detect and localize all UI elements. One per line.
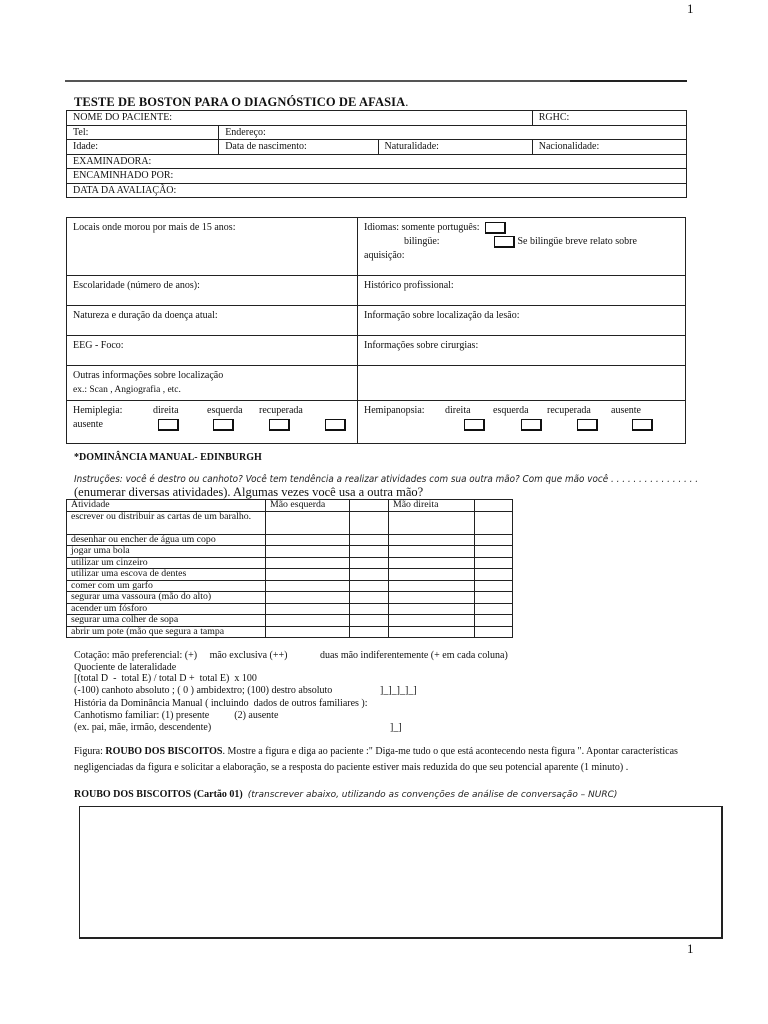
history-table (66, 217, 686, 444)
activity-label: segurar uma colher de sopa (67, 615, 266, 627)
left-score-cell[interactable] (350, 592, 389, 604)
right-hand-cell[interactable] (389, 615, 475, 627)
activity-label: utilizar uma escova de dentes (67, 569, 266, 581)
activity-label: comer com um garfo (67, 580, 266, 592)
right-score-cell[interactable] (475, 615, 513, 627)
right-score-cell[interactable] (475, 511, 513, 534)
acquisition-label: aquisição: (364, 250, 405, 261)
hemiplegia-option-direita: direita (153, 405, 179, 416)
left-score-cell[interactable] (350, 557, 389, 569)
rghc-field[interactable]: RGHC: (532, 111, 686, 126)
page-number-top: 1 (687, 1, 694, 16)
table-row (67, 615, 513, 627)
portuguese-only-checkbox[interactable] (485, 222, 506, 234)
hemiplegia-field (67, 401, 358, 444)
professional-history-field[interactable]: Histórico profissional: (358, 276, 686, 306)
table-row (67, 569, 513, 581)
laterality-quotient-label: Quociente de lateralidade (74, 661, 177, 673)
figure-name: ROUBO DOS BISCOITOS (105, 746, 223, 757)
hemianopsia-label: Hemipanopsia: (364, 405, 425, 416)
table-row (67, 626, 513, 638)
hemiplegia-label: Hemiplegia: (73, 405, 123, 416)
left-score-cell[interactable] (350, 603, 389, 615)
figure-prefix: Figura: (74, 746, 106, 757)
right-hand-cell[interactable] (389, 546, 475, 558)
figure-instructions (74, 744, 694, 776)
table-row (67, 580, 513, 592)
languages-field[interactable] (358, 218, 686, 276)
residence-field[interactable]: Locais onde morou por mais de 15 anos: (67, 218, 358, 276)
dominance-table (66, 499, 513, 638)
right-score-cell[interactable] (475, 626, 513, 638)
table-row (67, 511, 513, 534)
bilingual-note: Se bilingüe breve relato sobre (517, 236, 637, 247)
left-score-cell[interactable] (350, 615, 389, 627)
eeg-field[interactable]: EEG - Foco: (67, 336, 358, 366)
left-hand-cell[interactable] (266, 511, 350, 534)
examiner-field[interactable]: EXAMINADORA: (67, 154, 687, 169)
hemianopsia-direita-checkbox[interactable] (464, 419, 485, 431)
right-hand-cell[interactable] (389, 557, 475, 569)
lesion-location-field[interactable]: Informação sobre localização da lesão: (358, 306, 686, 336)
other-location-field[interactable] (67, 366, 358, 401)
age-field[interactable]: Idade: (67, 140, 219, 155)
empty-cell (358, 366, 686, 401)
page-number-bottom: 1 (687, 941, 694, 956)
header-rule-dark (570, 80, 687, 82)
right-hand-cell[interactable] (389, 626, 475, 638)
left-hand-cell[interactable] (266, 557, 350, 569)
card-note: (transcrever abaixo, utilizando as convenções de análise de conversação – NURC) (247, 790, 618, 800)
right-score-cell[interactable] (475, 569, 513, 581)
header-left-score (350, 500, 389, 512)
dominance-history-label: História da Dominância Manual ( incluindo dados de outros familiares ): (74, 698, 368, 710)
right-hand-cell[interactable] (389, 592, 475, 604)
birth-date-field[interactable]: Data de nascimento: (219, 140, 378, 155)
header-activity: Atividade (67, 500, 266, 512)
hemiplegia-option-ausente: ausente (73, 419, 103, 430)
familial-score-box[interactable]: ]_] (390, 721, 402, 733)
hemianopsia-ausente-checkbox[interactable] (632, 419, 653, 431)
left-hand-cell[interactable] (266, 603, 350, 615)
patient-name-field[interactable]: NOME DO PACIENTE: (67, 111, 533, 126)
card-title-line (74, 789, 617, 800)
left-score-cell[interactable] (350, 534, 389, 546)
activity-label: utilizar um cinzeiro (67, 557, 266, 569)
table-row (67, 546, 513, 558)
hemianopsia-option-recuperada: recuperada (547, 405, 591, 416)
familial-left-handedness: Canhotismo familiar: (1) presente (2) ausente (74, 709, 279, 721)
hemiplegia-esquerda-checkbox[interactable] (213, 419, 234, 431)
bilingual-label: bilingüe: (404, 236, 440, 247)
card-title: ROUBO DOS BISCOITOS (Cartão 01) (74, 789, 243, 800)
bilingual-checkbox[interactable] (494, 236, 515, 248)
right-hand-cell[interactable] (389, 534, 475, 546)
left-hand-cell[interactable] (266, 626, 350, 638)
hemianopsia-esquerda-checkbox[interactable] (521, 419, 542, 431)
table-row (67, 534, 513, 546)
laterality-score-boxes[interactable]: ]_]_]_]_] (380, 684, 417, 696)
activity-label: escrever ou distribuir as cartas de um baralho. (67, 511, 266, 534)
left-hand-cell[interactable] (266, 569, 350, 581)
hemiplegia-recuperada-checkbox[interactable] (269, 419, 290, 431)
laterality-formula: [(total D - total E) / total D + total E) x 100 (74, 673, 257, 685)
header-right-score (475, 500, 513, 512)
right-score-cell[interactable] (475, 546, 513, 558)
referred-by-field[interactable]: ENCAMINHADO POR: (67, 169, 687, 184)
evaluation-date-field[interactable]: DATA DA AVALIAÇÃO: (67, 183, 687, 198)
table-row (67, 557, 513, 569)
left-hand-cell[interactable] (266, 534, 350, 546)
right-score-cell[interactable] (475, 580, 513, 592)
left-hand-cell[interactable] (266, 546, 350, 558)
languages-label: Idiomas: somente português: (364, 222, 480, 233)
other-location-label: Outras informações sobre localização (73, 370, 224, 381)
surgeries-field[interactable]: Informações sobre cirurgias: (358, 336, 686, 366)
right-hand-cell[interactable] (389, 511, 475, 534)
left-hand-cell[interactable] (266, 592, 350, 604)
left-score-cell[interactable] (350, 511, 389, 534)
right-score-cell[interactable] (475, 557, 513, 569)
tel-field[interactable]: Tel: (67, 125, 219, 140)
hemiplegia-direita-checkbox[interactable] (158, 419, 179, 431)
document-title: TESTE DE BOSTON PARA O DIAGNÓSTICO DE AFASIA. (74, 95, 409, 109)
left-score-cell[interactable] (350, 569, 389, 581)
schooling-field[interactable]: Escolaridade (número de anos): (67, 276, 358, 306)
left-score-cell[interactable] (350, 546, 389, 558)
scoring-notes (74, 650, 508, 733)
hemianopsia-option-direita: direita (445, 405, 471, 416)
left-score-cell[interactable] (350, 626, 389, 638)
figure-text: . Mostre a figura e diga ao paciente :" Diga-me tudo o que está acontecendo nesta figura ". Apontar características negligenciadas da figura e solicitar a elaboração, se a resposta do paciente estiver mais reduzida do que seu potencial aparente (1 minuto) . (74, 746, 678, 773)
address-field[interactable]: Endereço: (219, 125, 687, 140)
activity-label: acender um fósforo (67, 603, 266, 615)
hemiplegia-ausente-checkbox[interactable] (325, 419, 346, 431)
left-hand-cell[interactable] (266, 580, 350, 592)
nationality-field[interactable]: Nacionalidade: (532, 140, 686, 155)
activity-label: jogar uma bola (67, 546, 266, 558)
hemiplegia-option-recuperada: recuperada (259, 405, 303, 416)
hemianopsia-field (358, 401, 686, 444)
left-hand-cell[interactable] (266, 615, 350, 627)
dominance-instructions-2: (enumerar diversas atividades). Algumas vezes você usa a outra mão? (74, 485, 424, 499)
family-example: (ex. pai, mãe, irmão, descendente) (74, 721, 212, 733)
left-score-cell[interactable] (350, 580, 389, 592)
scoring-legend: Cotação: mão preferencial: (+) mão exclusiva (++) duas mão indiferentemente (+ em cada coluna) (74, 650, 508, 661)
hemianopsia-recuperada-checkbox[interactable] (577, 419, 598, 431)
hemianopsia-option-esquerda: esquerda (493, 405, 529, 416)
patient-info-table (66, 110, 687, 198)
activity-label: abrir um pote (mão que segura a tampa (67, 626, 266, 638)
transcription-box[interactable] (79, 806, 723, 939)
other-location-example: ex.: Scan , Angiografia , etc. (73, 385, 181, 395)
activity-label: desenhar ou encher de água um copo (67, 534, 266, 546)
hemiplegia-option-esquerda: esquerda (207, 405, 243, 416)
dominance-section-title: *DOMINÂNCIA MANUAL- EDINBURGH (74, 452, 262, 463)
laterality-scale: (-100) canhoto absoluto ; ( 0 ) ambidextro; (100) destro absoluto (74, 684, 333, 696)
right-hand-cell[interactable] (389, 603, 475, 615)
right-hand-cell[interactable] (389, 580, 475, 592)
right-hand-cell[interactable] (389, 569, 475, 581)
header-left-hand: Mão esquerda (266, 500, 350, 512)
illness-field[interactable]: Natureza e duração da doença atual: (67, 306, 358, 336)
dominance-instructions: Instruções: você é destro ou canhoto? Você tem tendência a realizar atividades com sua outra mão? Com que mão você . . . . . . . . . . . . . . . . (74, 474, 699, 485)
header-right-hand: Mão direita (389, 500, 475, 512)
table-row (67, 592, 513, 604)
hemianopsia-option-ausente: ausente (611, 405, 641, 416)
right-score-cell[interactable] (475, 603, 513, 615)
right-score-cell[interactable] (475, 534, 513, 546)
birthplace-field[interactable]: Naturalidade: (378, 140, 532, 155)
right-score-cell[interactable] (475, 592, 513, 604)
activity-label: segurar uma vassoura (mão do alto) (67, 592, 266, 604)
table-row (67, 603, 513, 615)
